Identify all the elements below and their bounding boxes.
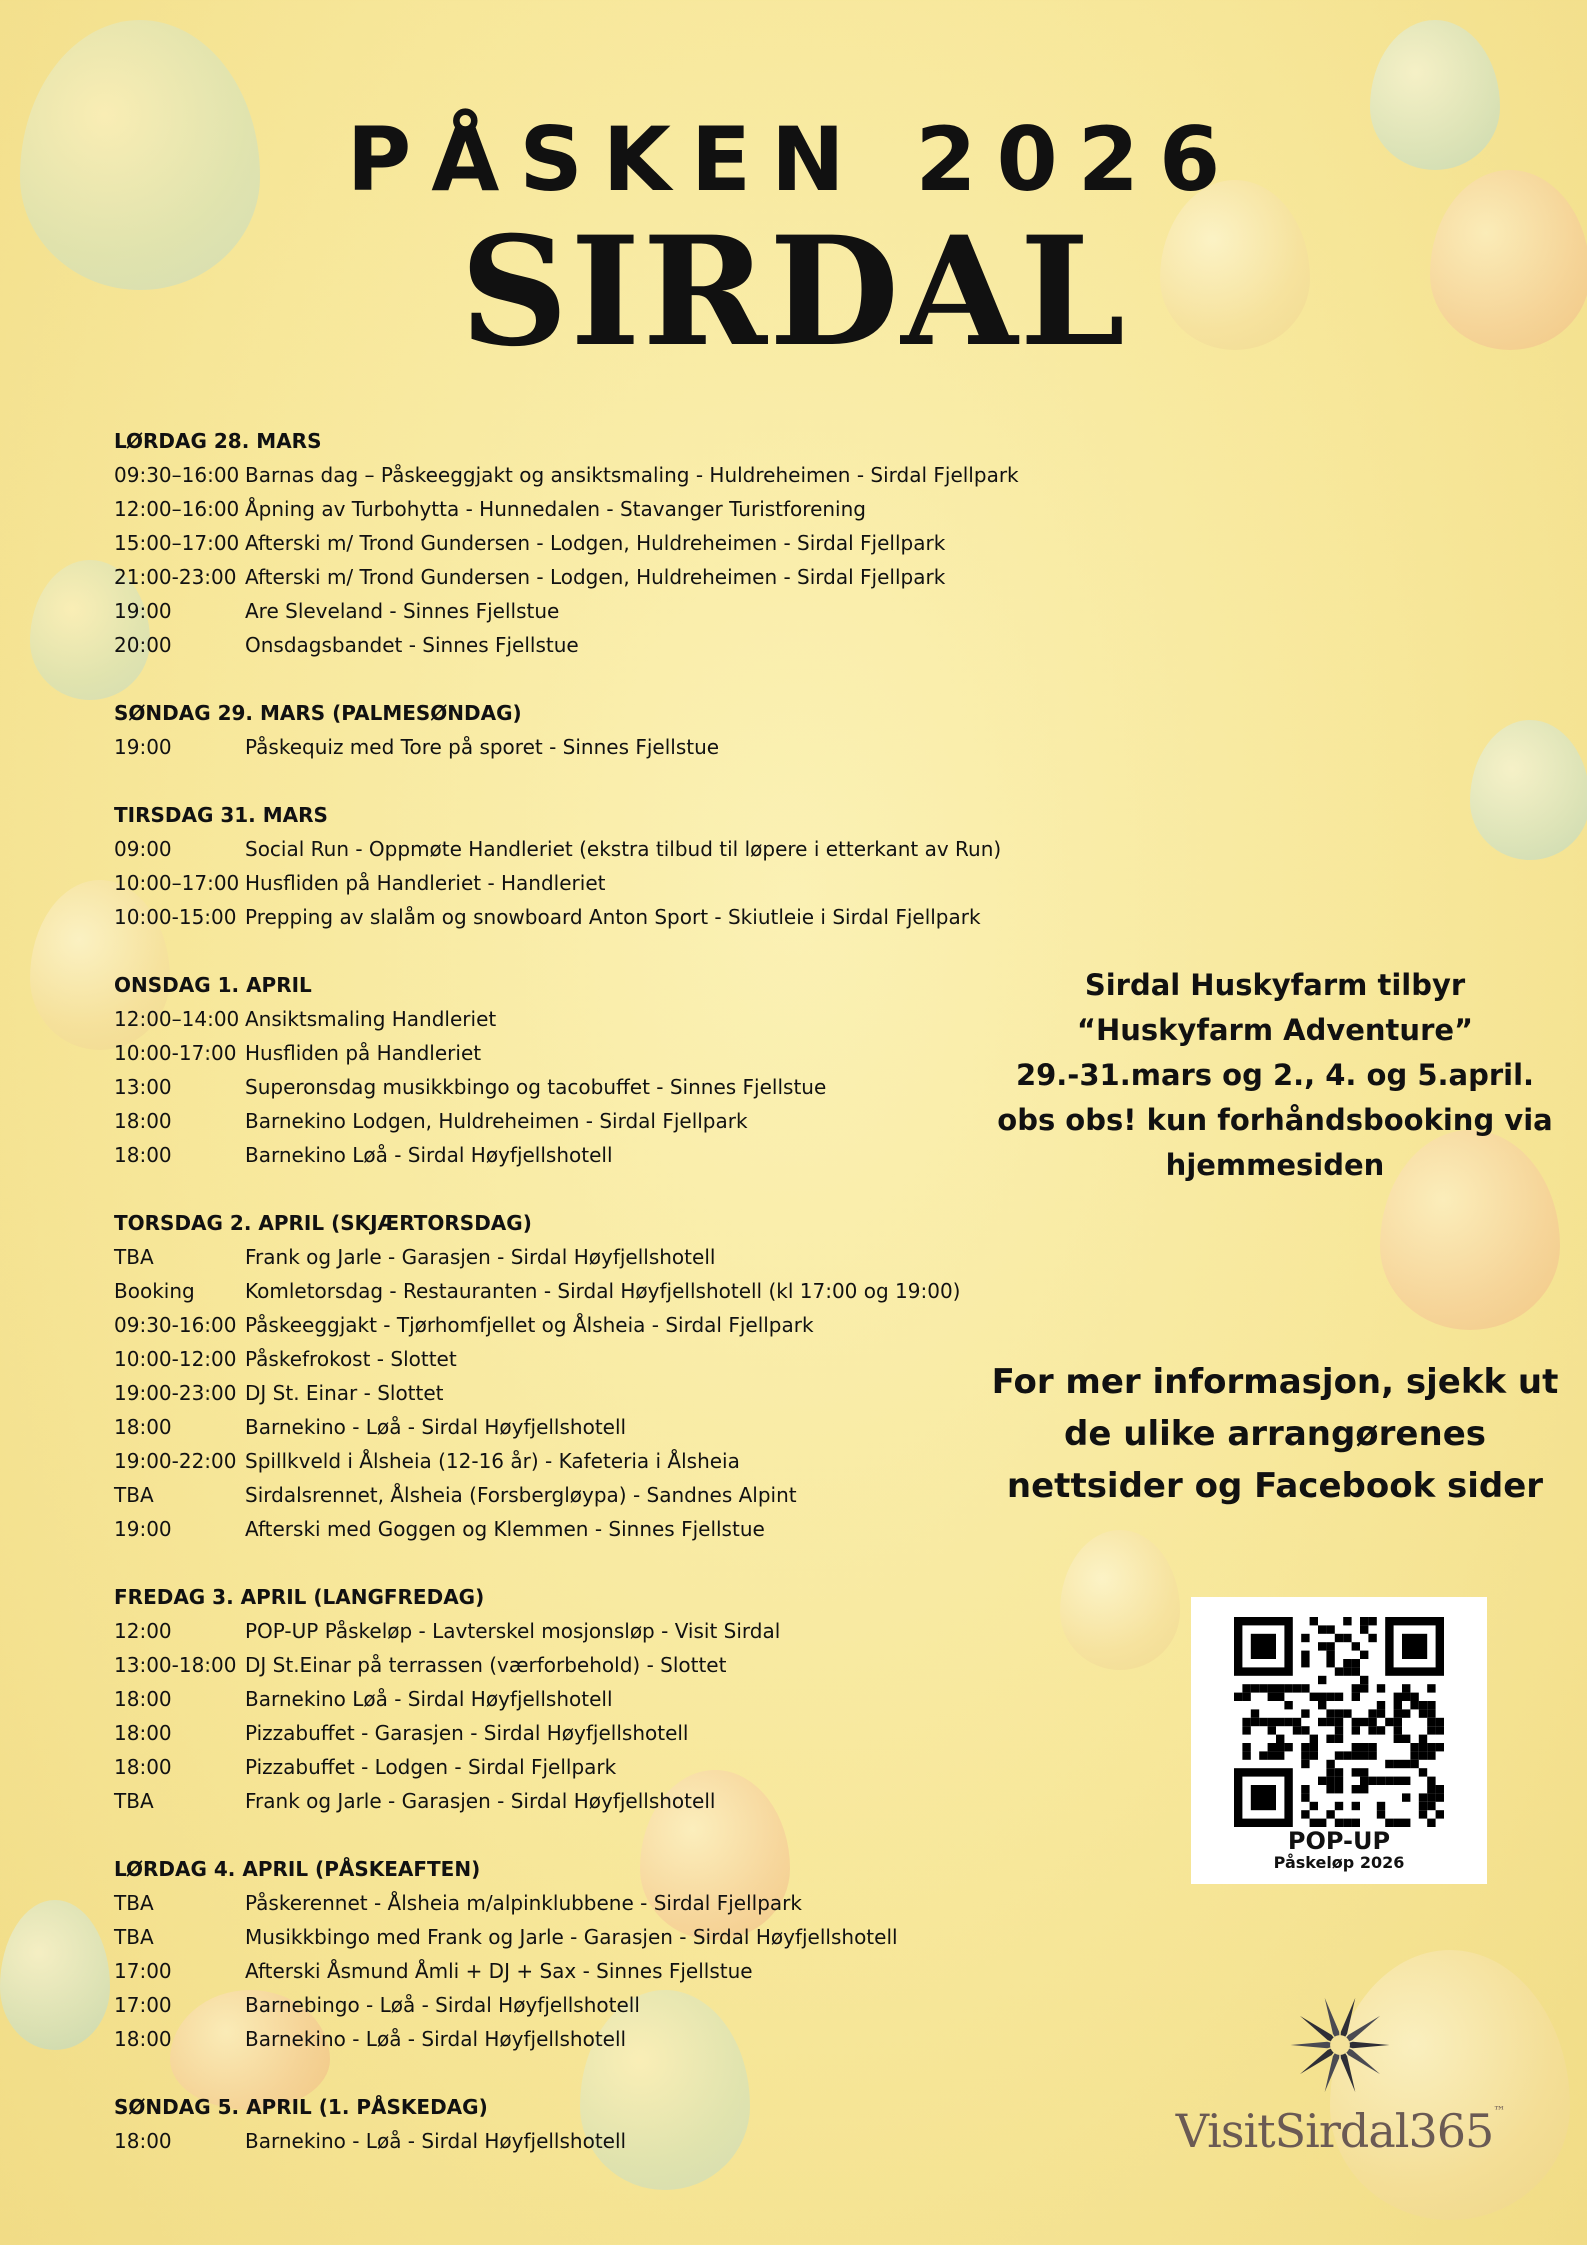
event-row	[114, 1376, 1014, 1410]
event-time: 19:00-23:00	[114, 1381, 237, 1405]
event-row	[114, 2022, 1014, 2056]
event-row	[114, 1512, 1014, 1546]
event-row	[114, 1750, 1014, 1784]
event-time: 09:30–16:00	[114, 463, 240, 487]
event-time: 15:00–17:00	[114, 531, 240, 555]
day-section	[114, 1206, 1014, 1546]
logo-trademark: ™	[1493, 2104, 1505, 2118]
qr-code-icon	[1221, 1617, 1457, 1827]
day-section	[114, 968, 1014, 1172]
event-time: 20:00	[114, 633, 172, 657]
event-time: 17:00	[114, 1959, 172, 1983]
event-description: Spillkveld i Ålsheia (12-16 år) - Kafeteria i Ålsheia	[245, 1449, 740, 1473]
event-time: 18:00	[114, 1755, 172, 1779]
event-time: 12:00	[114, 1619, 172, 1643]
event-row	[114, 628, 1014, 662]
event-description: Husfliden på Handleriet - Handleriet	[245, 871, 606, 895]
event-row	[114, 1886, 1014, 1920]
event-time: 19:00	[114, 1517, 172, 1541]
event-time: 10:00-15:00	[114, 905, 237, 929]
event-description: Pizzabuffet - Garasjen - Sirdal Høyfjellshotell	[245, 1721, 689, 1745]
event-row	[114, 1138, 1014, 1172]
event-row	[114, 730, 1014, 764]
day-title: SØNDAG 5. APRIL (1. PÅSKEDAG)	[114, 2095, 488, 2119]
event-time: 13:00-18:00	[114, 1653, 237, 1677]
event-row	[114, 1342, 1014, 1376]
day-title: LØRDAG 28. MARS	[114, 429, 322, 453]
event-row	[114, 1036, 1014, 1070]
event-description: Barnekino - Løå - Sirdal Høyfjellshotell	[245, 1415, 627, 1439]
event-time: 10:00-17:00	[114, 1041, 237, 1065]
visitsirdal-logo	[1170, 1990, 1510, 2158]
day-title: SØNDAG 29. MARS (PALMESØNDAG)	[114, 701, 522, 725]
event-description: Barnekino Løå - Sirdal Høyfjellshotell	[245, 1143, 613, 1167]
event-row	[114, 1410, 1014, 1444]
event-description: DJ St. Einar - Slottet	[245, 1381, 444, 1405]
event-time: 10:00–17:00	[114, 871, 240, 895]
event-description: Sirdalsrennet, Ålsheia (Forsbergløypa) - Sandnes Alpint	[245, 1483, 797, 1507]
day-section	[114, 2090, 1014, 2158]
event-description: Barnebingo - Løå - Sirdal Høyfjellshotell	[245, 1993, 640, 2017]
day-title: ONSDAG 1. APRIL	[114, 973, 312, 997]
event-description: Åpning av Turbohytta - Hunnedalen - Stavanger Turistforening	[245, 497, 866, 521]
event-description: Afterski m/ Trond Gundersen - Lodgen, Huldreheimen - Sirdal Fjellpark	[245, 531, 946, 555]
event-description: DJ St.Einar på terrassen (værforbehold) - Slottet	[245, 1653, 727, 1677]
event-description: Husfliden på Handleriet	[245, 1041, 482, 1065]
event-row	[114, 1648, 1014, 1682]
day-title: TIRSDAG 31. MARS	[114, 803, 328, 827]
logo-text: VisitSirdal365	[1175, 2104, 1494, 2158]
event-time: 18:00	[114, 1687, 172, 1711]
event-row	[114, 560, 1014, 594]
event-time: 18:00	[114, 1721, 172, 1745]
event-row	[114, 1784, 1014, 1818]
event-row	[114, 458, 1019, 492]
poster-title-sirdal: SIRDAL	[459, 204, 1128, 380]
day-title: LØRDAG 4. APRIL (PÅSKEAFTEN)	[114, 1857, 481, 1881]
event-time: TBA	[114, 1925, 154, 1949]
event-time: 18:00	[114, 2129, 172, 2153]
event-time: 12:00–16:00	[114, 497, 240, 521]
event-time: 10:00-12:00	[114, 1347, 237, 1371]
event-time: 19:00	[114, 599, 172, 623]
day-section	[114, 798, 1014, 934]
event-description: Komletorsdag - Restauranten - Sirdal Høyfjellshotell (kl 17:00 og 19:00)	[245, 1279, 961, 1303]
event-row	[114, 1240, 1014, 1274]
event-description: Påskeeggjakt - Tjørhomfjellet og Ålsheia - Sirdal Fjellpark	[245, 1313, 814, 1337]
event-description: Are Sleveland - Sinnes Fjellstue	[245, 599, 560, 623]
event-row	[114, 1274, 1014, 1308]
event-time: 19:00-22:00	[114, 1449, 237, 1473]
qr-code-card[interactable]	[1191, 1597, 1487, 1884]
event-time: 13:00	[114, 1075, 172, 1099]
day-title: FREDAG 3. APRIL (LANGFREDAG)	[114, 1585, 485, 1609]
event-row	[114, 1614, 1014, 1648]
event-schedule	[114, 424, 1019, 2192]
event-description: POP-UP Påskeløp - Lavterskel mosjonsløp - Visit Sirdal	[245, 1619, 781, 1643]
event-time: 18:00	[114, 1109, 172, 1133]
decorative-egg	[0, 1900, 110, 2050]
event-row	[114, 2124, 1014, 2158]
more-info-notice: For mer informasjon, sjekk ut de ulike arrangørenes nettsider og Facebook sider	[991, 1362, 1559, 1506]
day-section	[114, 1852, 1014, 2056]
event-row	[114, 1104, 1014, 1138]
poster-header	[0, 105, 1587, 380]
event-description: Musikkbingo med Frank og Jarle - Garasjen - Sirdal Høyfjellshotell	[245, 1925, 898, 1949]
event-row	[114, 1002, 1014, 1036]
event-description: Barnekino Lodgen, Huldreheimen - Sirdal Fjellpark	[245, 1109, 748, 1133]
event-description: Påskerennet - Ålsheia m/alpinklubbene - Sirdal Fjellpark	[245, 1891, 802, 1915]
event-row	[114, 1308, 1014, 1342]
event-description: Superonsdag musikkbingo og tacobuffet - Sinnes Fjellstue	[245, 1075, 827, 1099]
event-time: 18:00	[114, 2027, 172, 2051]
event-row	[114, 866, 1014, 900]
event-description: Social Run - Oppmøte Handleriet (ekstra tilbud til løpere i etterkant av Run)	[245, 837, 1002, 861]
event-time: 09:30-16:00	[114, 1313, 237, 1337]
event-row	[114, 492, 1014, 526]
event-row	[114, 1988, 1014, 2022]
event-row	[114, 832, 1014, 866]
event-time: TBA	[114, 1789, 154, 1813]
husky-notice: Sirdal Huskyfarm tilbyr “Huskyfarm Adventure” 29.-31.mars og 2., 4. og 5.april. obs obs! kun forhåndsbooking via hjemmesiden	[997, 968, 1553, 1182]
event-row	[114, 1478, 1014, 1512]
event-time: 21:00-23:00	[114, 565, 237, 589]
decorative-egg	[1470, 720, 1587, 860]
event-description: Barnekino Løå - Sirdal Høyfjellshotell	[245, 1687, 613, 1711]
star-logo-icon	[1285, 1990, 1395, 2100]
day-section	[114, 424, 1019, 662]
event-description: Frank og Jarle - Garasjen - Sirdal Høyfjellshotell	[245, 1789, 716, 1813]
event-time: TBA	[114, 1483, 154, 1507]
day-section	[114, 1580, 1014, 1818]
event-time: 18:00	[114, 1143, 172, 1167]
event-row	[114, 1682, 1014, 1716]
event-description: Prepping av slalåm og snowboard Anton Sport - Skiutleie i Sirdal Fjellpark	[245, 905, 981, 929]
event-description: Afterski Åsmund Åmli + DJ + Sax - Sinnes Fjellstue	[245, 1959, 753, 1983]
event-description: Ansiktsmaling Handleriet	[245, 1007, 497, 1031]
event-time: 19:00	[114, 735, 172, 759]
event-description: Barnekino - Løå - Sirdal Høyfjellshotell	[245, 2027, 627, 2051]
event-row	[114, 900, 1014, 934]
event-time: TBA	[114, 1891, 154, 1915]
event-time: 18:00	[114, 1415, 172, 1439]
event-description: Onsdagsbandet - Sinnes Fjellstue	[245, 633, 579, 657]
event-row	[114, 1954, 1014, 1988]
event-time: Booking	[114, 1279, 195, 1303]
qr-subtitle: Påskeløp 2026	[1273, 1853, 1405, 1872]
event-description: Påskequiz med Tore på sporet - Sinnes Fjellstue	[245, 735, 720, 759]
event-time: 09:00	[114, 837, 172, 861]
event-description: Barnekino - Løå - Sirdal Høyfjellshotell	[245, 2129, 627, 2153]
event-description: Frank og Jarle - Garasjen - Sirdal Høyfjellshotell	[245, 1245, 716, 1269]
event-time: 12:00–14:00	[114, 1007, 240, 1031]
qr-title: POP-UP	[1287, 1827, 1391, 1855]
event-description: Afterski m/ Trond Gundersen - Lodgen, Huldreheimen - Sirdal Fjellpark	[245, 565, 946, 589]
event-row	[114, 1444, 1014, 1478]
event-description: Afterski med Goggen og Klemmen - Sinnes Fjellstue	[245, 1517, 765, 1541]
event-time: TBA	[114, 1245, 154, 1269]
event-description: Påskefrokost - Slottet	[245, 1347, 457, 1371]
event-row	[114, 1716, 1014, 1750]
event-description: Pizzabuffet - Lodgen - Sirdal Fjellpark	[245, 1755, 617, 1779]
event-time: 17:00	[114, 1993, 172, 2017]
day-title: TORSDAG 2. APRIL (SKJÆRTORSDAG)	[114, 1211, 532, 1235]
poster-title-easter: PÅSKEN 2026	[346, 108, 1241, 211]
event-row	[114, 1070, 1014, 1104]
event-row	[114, 1920, 1014, 1954]
event-description: Barnas dag – Påskeeggjakt og ansiktsmaling - Huldreheimen - Sirdal Fjellpark	[245, 463, 1019, 487]
day-section	[114, 696, 1014, 764]
event-row	[114, 594, 1014, 628]
decorative-egg	[1060, 1530, 1180, 1670]
event-row	[114, 526, 1014, 560]
